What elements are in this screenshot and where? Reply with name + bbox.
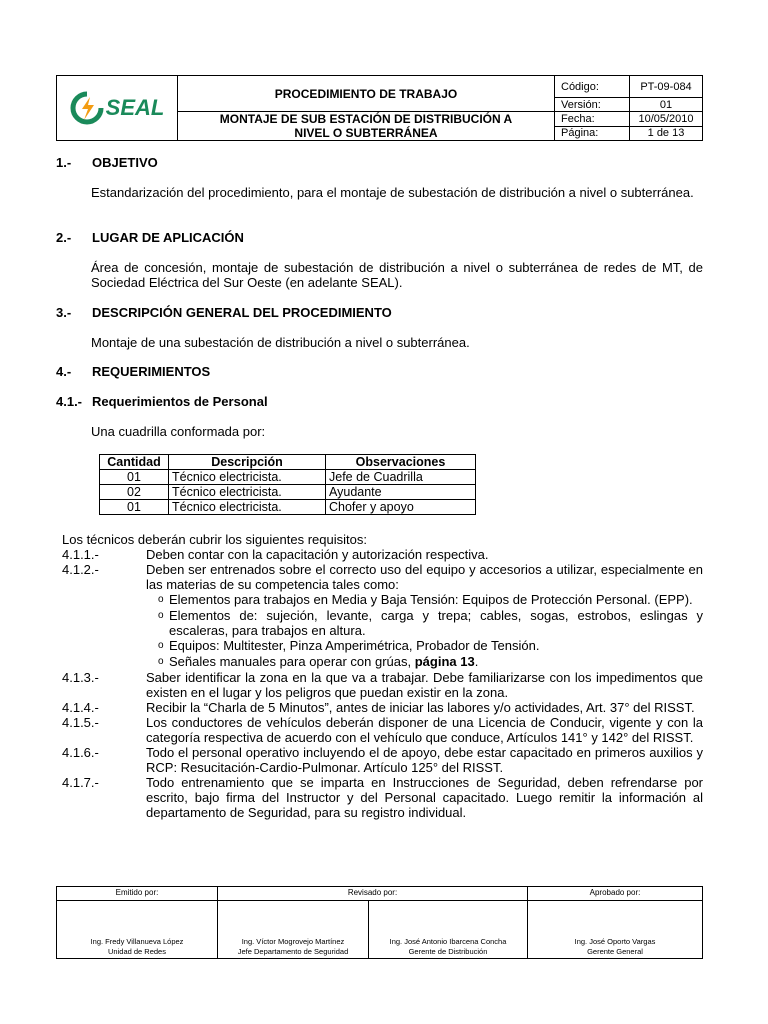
doc-title: [178, 112, 555, 141]
section-title: Requerimientos de Personal: [92, 394, 268, 409]
table-row: [100, 485, 476, 500]
meta-value: 10/05/2010: [630, 112, 703, 127]
requirement-text: Los conductores de vehículos deberán disponer de una Licencia de Conducir, vigente y con la categoría respectiva de acuerdo con el vehículo que conduce, Artículos 141° y 142° del RISST.: [146, 715, 703, 745]
meta-label: Página:: [555, 126, 630, 141]
bullet-item: [62, 608, 703, 638]
section-title: DESCRIPCIÓN GENERAL DEL PROCEDIMIENTO: [92, 305, 392, 320]
signatory-reviewed-security: [218, 901, 369, 959]
table-cell: Ayudante: [326, 485, 476, 500]
requirement-item: [62, 700, 703, 715]
signatory-emitted: [57, 901, 218, 959]
section-title: REQUERIMIENTOS: [92, 364, 211, 379]
brand-name: SEAL: [105, 95, 165, 120]
bullet-text-end: .: [474, 654, 479, 669]
requirement-number: 4.1.5.-: [62, 715, 99, 730]
section-title: LUGAR DE APLICACIÓN: [92, 230, 244, 245]
seal-logo-icon: [70, 91, 104, 125]
section-text: Área de concesión, montaje de subestación de distribución a nivel o subterránea de redes de MT, de Sociedad Eléctrica del Sur Oeste (en adelante SEAL).: [91, 260, 703, 290]
reviewed-by-label: Revisado por:: [218, 887, 528, 901]
section-text: Montaje de una subestación de distribución a nivel o subterránea.: [91, 335, 470, 350]
requirement-number: 4.1.2.-: [62, 562, 99, 577]
bullet-text-part: Señales manuales para operar con grúas,: [169, 654, 415, 669]
requirement-text: Deben ser entrenados sobre el correcto uso del equipo y accesorios a utilizar, especialmente en las materias de su competencia tales como:: [146, 562, 703, 592]
signatory-approved: [528, 901, 703, 959]
doc-type: PROCEDIMIENTO DE TRABAJO: [178, 76, 555, 112]
requirement-number: 4.1.4.-: [62, 700, 99, 715]
section-text: Una cuadrilla conformada por:: [91, 424, 266, 439]
table-cell: Técnico electricista.: [169, 485, 326, 500]
requirement-text: Saber identificar la zona en la que va a trabajar. Debe familiarizarse con los impedimentos que existen en el lugar y los peligros que puedan existir en la zona.: [146, 670, 703, 700]
meta-label: Versión:: [555, 98, 630, 112]
requirement-item: [62, 562, 703, 592]
table-cell: 01: [100, 500, 169, 515]
section-heading: [56, 155, 158, 170]
table-cell: 02: [100, 485, 169, 500]
requirement-item: [62, 715, 703, 745]
section-number: 4.-: [56, 364, 72, 379]
requirement-item: [62, 775, 703, 820]
bullet-item: [62, 654, 703, 670]
requirement-item: [62, 670, 703, 700]
bullet-text: Elementos de: sujeción, levante, carga y trepa; cables, sogas, estrobos, eslingas y escaleras, para trabajos en altura.: [169, 608, 703, 638]
requirement-item: [62, 547, 703, 562]
personnel-table: [99, 454, 476, 515]
requirements-list: [62, 532, 703, 820]
requirement-number: 4.1.3.-: [62, 670, 99, 685]
meta-value: 01: [630, 98, 703, 112]
bullet-item: [62, 592, 703, 608]
bullet-item: [62, 638, 703, 654]
document-header: [56, 75, 703, 141]
requirement-item: [62, 745, 703, 775]
signatory-name: Ing. Víctor Mogrovejo Martínez: [241, 937, 345, 946]
subsection-heading: [56, 394, 268, 409]
section-heading: [56, 230, 244, 245]
bullet-circle-icon: o: [158, 640, 164, 651]
bullet-text: Equipos: Multitester, Pinza Amperimétrica, Probador de Tensión.: [169, 638, 540, 653]
meta-label: Fecha:: [555, 112, 630, 127]
signatory-role: Jefe Departamento de Seguridad: [237, 947, 349, 956]
requirement-text: Deben contar con la capacitación y autorización respectiva.: [146, 547, 489, 562]
requirement-text: Todo entrenamiento que se imparta en Instrucciones de Seguridad, deben refrendarse por escrito, bajo firma del Instructor y del Personal capacitado. Luego remitir la información al departamento de Seguridad, para su registro individual.: [146, 775, 703, 820]
signatory-reviewed-distribution: [369, 901, 528, 959]
meta-value: PT-09-084: [630, 76, 703, 98]
requirement-number: 4.1.6.-: [62, 745, 99, 760]
meta-value: 1 de 13: [630, 126, 703, 141]
bullet-circle-icon: o: [158, 656, 164, 667]
section-number: 3.-: [56, 305, 72, 320]
doc-title-line2: NIVEL O SUBTERRÁNEA: [294, 126, 438, 140]
doc-title-line1: MONTAJE DE SUB ESTACIÓN DE DISTRIBUCIÓN A: [219, 112, 513, 126]
signatory-name: Ing. José Oporto Vargas: [574, 937, 656, 946]
section-number: 1.-: [56, 155, 72, 170]
bullet-circle-icon: o: [158, 610, 164, 621]
table-header-row: [100, 455, 476, 470]
requirement-text: Recibir la “Charla de 5 Minutos”, antes de iniciar las labores y/o actividades, Art. 37° del RISST.: [146, 700, 695, 715]
table-row: [100, 500, 476, 515]
approval-signature-row: [57, 901, 703, 959]
requirements-intro: Los técnicos deberán cubrir los siguientes requisitos:: [62, 532, 367, 547]
approval-table: [56, 886, 703, 959]
table-row: [100, 470, 476, 485]
table-cell: Técnico electricista.: [169, 500, 326, 515]
section-heading: [56, 364, 210, 379]
table-cell: Técnico electricista.: [169, 470, 326, 485]
column-header: Observaciones: [326, 455, 476, 470]
table-cell: Jefe de Cuadrilla: [326, 470, 476, 485]
bullet-circle-icon: o: [158, 594, 164, 605]
signatory-role: Gerente de Distribución: [408, 947, 488, 956]
section-heading: [56, 305, 392, 320]
section-title: OBJETIVO: [92, 155, 158, 170]
signatory-role: Gerente General: [587, 947, 643, 956]
signatory-role: Unidad de Redes: [108, 947, 166, 956]
approval-header-row: [57, 887, 703, 901]
section-text: Estandarización del procedimiento, para el montaje de subestación de distribución a nivel o subterránea.: [91, 185, 694, 200]
requirement-number: 4.1.7.-: [62, 775, 99, 790]
bullet-text: Elementos para trabajos en Media y Baja Tensión: Equipos de Protección Personal. (EPP).: [169, 592, 693, 607]
table-cell: 01: [100, 470, 169, 485]
page-reference: página 13: [414, 654, 475, 669]
section-number: 4.1.-: [56, 394, 83, 409]
signatory-name: Ing. José Antonio Ibarcena Concha: [389, 937, 507, 946]
signatory-name: Ing. Fredy Villanueva López: [90, 937, 184, 946]
column-header: Cantidad: [100, 455, 169, 470]
meta-label: Código:: [555, 76, 630, 98]
requirement-number: 4.1.1.-: [62, 547, 99, 562]
table-cell: Chofer y apoyo: [326, 500, 476, 515]
requirement-text: Todo el personal operativo incluyendo el de apoyo, debe estar capacitado en primeros auxilios y RCP: Resucitación-Cardio-Pulmonar. Artículo 125° del RISST.: [146, 745, 703, 775]
column-header: Descripción: [169, 455, 326, 470]
bullet-text: [169, 654, 703, 670]
approved-by-label: Aprobado por:: [528, 887, 703, 901]
emitted-by-label: Emitido por:: [57, 887, 218, 901]
company-logo: [57, 76, 178, 141]
section-number: 2.-: [56, 230, 72, 245]
